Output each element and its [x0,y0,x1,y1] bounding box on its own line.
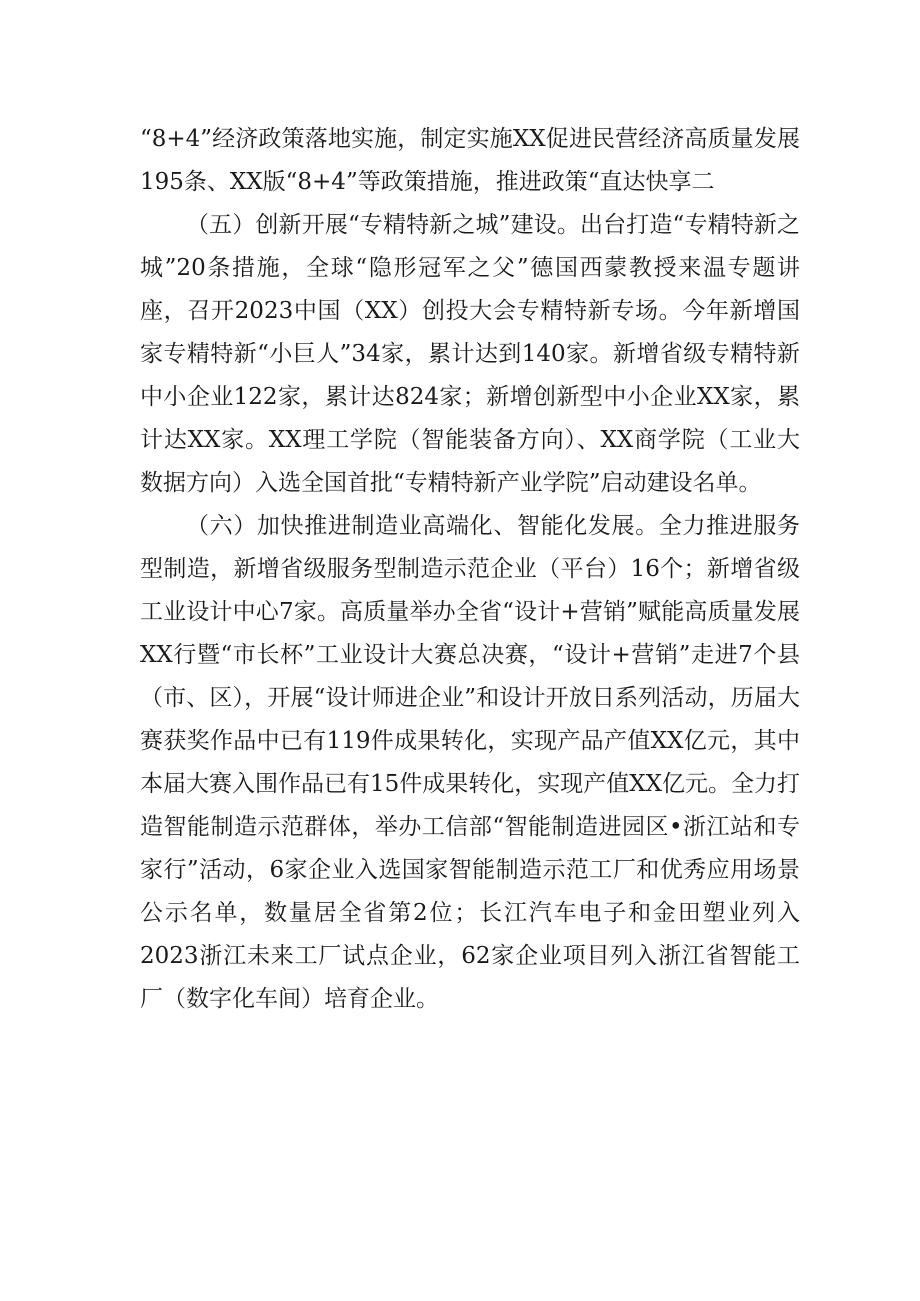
paragraph-specialized-city: （五）创新开展“专精特新之城”建设。出台打造“专精特新之城”20条措施，全球“隐形冠军之父”德国西蒙教授来温专题讲座，召开2023中国（XX）创投大会专精特新专场。今年新增国家专精特新“小巨人”34家，累计达到140家。新增省级专精特新中小企业122家，累计达824家；新增创新型中小企业XX家，累计达XX家。XX理工学院（智能装备方向）、XX商学院（工业大数据方向）入选全国首批“专精特新产业学院”启动建设名单。 [140,212,800,496]
paragraph-policy-implementation: “8+4”经济政策落地实施，制定实施XX促进民营经济高质量发展195条、XX版“8+4”等政策措施，推进政策“直达快享二 [140,126,800,195]
document-body [140,118,800,1021]
paragraph-manufacturing-upgrade: （六）加快推进制造业高端化、智能化发展。全力推进服务型制造，新增省级服务型制造示范企业（平台）16个；新增省级工业设计中心7家。高质量举办全省“设计+营销”赋能高质量发展XX行暨“市长杯”工业设计大赛总决赛，“设计+营销”走进7个县（市、区），开展“设计师进企业”和设计开放日系列活动，历届大赛获奖作品中已有119件成果转化，实现产品产值XX亿元，其中本届大赛入围作品已有15件成果转化，实现产值XX亿元。全力打造智能制造示范群体，举办工信部“智能制造进园区•浙江站和专家行”活动，6家企业入选国家智能制造示范工厂和优秀应用场景公示名单，数量居全省第2位；长江汽车电子和金田塑业列入2023浙江未来工厂试点企业，62家企业项目列入浙江省智能工厂（数字化车间）培育企业。 [140,513,801,1012]
